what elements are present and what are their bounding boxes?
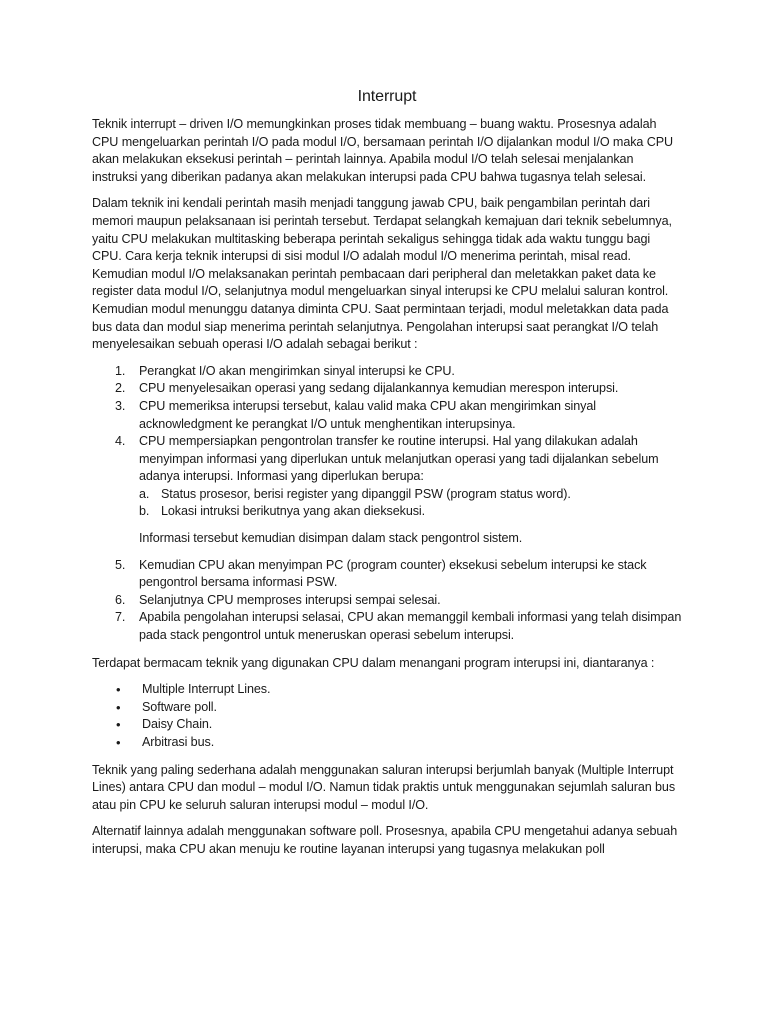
list-number: 3. bbox=[115, 398, 126, 413]
list-number: 6. bbox=[115, 592, 126, 607]
bullet-icon: • bbox=[116, 717, 121, 733]
step-note: Informasi tersebut kemudian disimpan dalam stack pengontrol sistem. bbox=[139, 531, 523, 546]
bullet-item bbox=[92, 716, 682, 734]
bullet-icon: • bbox=[116, 682, 121, 698]
list-number: 7. bbox=[115, 610, 126, 625]
list-item-text: Selanjutnya CPU memproses interupsi sempai selesai. bbox=[139, 592, 441, 607]
list-item-text: CPU mempersiapkan pengontrolan transfer ke routine interupsi. Hal yang dilakukan adalah menyimpan informasi yang diperlukan untuk melanjutkan operasi yang tadi dijalankan sebelum adanya interupsi. Informasi yang diperlukan berupa: bbox=[139, 434, 659, 484]
sub-list-item bbox=[139, 486, 682, 504]
list-item bbox=[92, 433, 682, 548]
paragraph-intro: Teknik interrupt – driven I/O memungkinkan proses tidak membuang – buang waktu. Prosesnya adalah CPU mengeluarkan perintah I/O pada modul I/O, bersamaan perintah I/O dijalankan modul I/O maka CPU akan melakukan eksekusi perintah – perintah lainnya. Apabila modul I/O telah selesai menjalankan instruksi yang diberikan padanya akan melakukan interupsi pada CPU bahwa tugasnya telah selesai. bbox=[92, 117, 674, 184]
techniques-list bbox=[92, 681, 682, 751]
sub-list bbox=[139, 486, 682, 521]
sub-list-letter: a. bbox=[139, 486, 150, 501]
sub-list-item-text: Status prosesor, berisi register yang dipanggil PSW (program status word). bbox=[161, 486, 571, 501]
paragraph-techniques-intro: Terdapat bermacam teknik yang digunakan CPU dalam menangani program interupsi ini, diantaranya : bbox=[92, 655, 655, 670]
list-number: 2. bbox=[115, 381, 126, 396]
list-number: 5. bbox=[115, 557, 126, 572]
bullet-item bbox=[92, 699, 682, 717]
list-item bbox=[92, 592, 682, 610]
sub-list-letter: b. bbox=[139, 504, 150, 519]
document-title: Interrupt bbox=[357, 88, 417, 105]
bullet-item-text: Software poll. bbox=[142, 699, 217, 714]
interrupt-steps-list bbox=[92, 363, 682, 645]
list-item-text: CPU memeriksa interupsi tersebut, kalau valid maka CPU akan mengirimkan sinyal acknowledgment ke perangkat I/O untuk menghentikan interupsinya. bbox=[139, 398, 596, 431]
paragraph-software-poll: Alternatif lainnya adalah menggunakan software poll. Prosesnya, apabila CPU mengetahui adanya sebuah interupsi, maka CPU akan menuju ke routine layanan interupsi yang tugasnya melakukan poll bbox=[92, 824, 678, 856]
sub-list-item-text: Lokasi intruksi berikutnya yang akan dieksekusi. bbox=[161, 504, 426, 519]
paragraph-technique: Dalam teknik ini kendali perintah masih menjadi tanggung jawab CPU, baik pengambilan perintah dari memori maupun pelaksanaan isi perintah tersebut. Terdapat selangkah kemajuan dari teknik sebelumnya, yaitu CPU melakukan multitasking beberapa perintah sekaligus sehingga tidak ada waktu tunggu bagi CPU. Cara kerja teknik interupsi di sisi modul I/O adalah modul I/O menerima perintah, misal read. Kemudian modul I/O melaksanakan perintah pembacaan dari peripheral dan meletakkan paket data ke register data modul I/O, selanjutnya modul mengeluarkan sinyal interupsi ke CPU melalui saluran kontrol. Kemudian modul menunggu datanya diminta CPU. Saat permintaan terjadi, modul meletakkan data pada bus data dan modul siap menerima perintah selanjutnya. Pengolahan interupsi saat perangkat I/O telah menyelesaikan sebuah operasi I/O adalah sebagai berikut : bbox=[92, 196, 672, 352]
list-item-text: CPU menyelesaikan operasi yang sedang dijalankannya kemudian merespon interupsi. bbox=[139, 381, 619, 396]
bullet-icon: • bbox=[116, 699, 121, 715]
list-item bbox=[92, 363, 682, 381]
list-item bbox=[92, 609, 682, 644]
bullet-item-text: Arbitrasi bus. bbox=[142, 735, 215, 749]
bullet-item-text: Daisy Chain. bbox=[142, 717, 213, 732]
bullet-item bbox=[92, 681, 682, 699]
list-item-text: Kemudian CPU akan menyimpan PC (program counter) eksekusi sebelum interupsi ke stack pengontrol bersama informasi PSW. bbox=[139, 557, 647, 590]
bullet-item bbox=[92, 734, 682, 752]
bullet-icon: • bbox=[116, 735, 121, 750]
document-page bbox=[92, 86, 682, 868]
list-item-text: Perangkat I/O akan mengirimkan sinyal interupsi ke CPU. bbox=[139, 363, 455, 378]
paragraph-multiple-lines: Teknik yang paling sederhana adalah menggunakan saluran interupsi berjumlah banyak (Multiple Interrupt Lines) antara CPU dan modul – modul I/O. Namun tidak praktis untuk menggunakan sejumlah saluran bus atau pin CPU ke seluruh saluran interupsi modul – modul I/O. bbox=[92, 762, 676, 812]
list-item bbox=[92, 380, 682, 398]
list-number: 4. bbox=[115, 434, 126, 449]
sub-list-item bbox=[139, 503, 682, 521]
bullet-item-text: Multiple Interrupt Lines. bbox=[142, 682, 271, 697]
list-item-text: Apabila pengolahan interupsi selasai, CPU akan memanggil kembali informasi yang telah disimpan pada stack pengontrol untuk meneruskan operasi sebelum interupsi. bbox=[139, 610, 682, 643]
list-item bbox=[92, 398, 682, 433]
list-item bbox=[92, 557, 682, 592]
list-number: 1. bbox=[115, 363, 126, 378]
